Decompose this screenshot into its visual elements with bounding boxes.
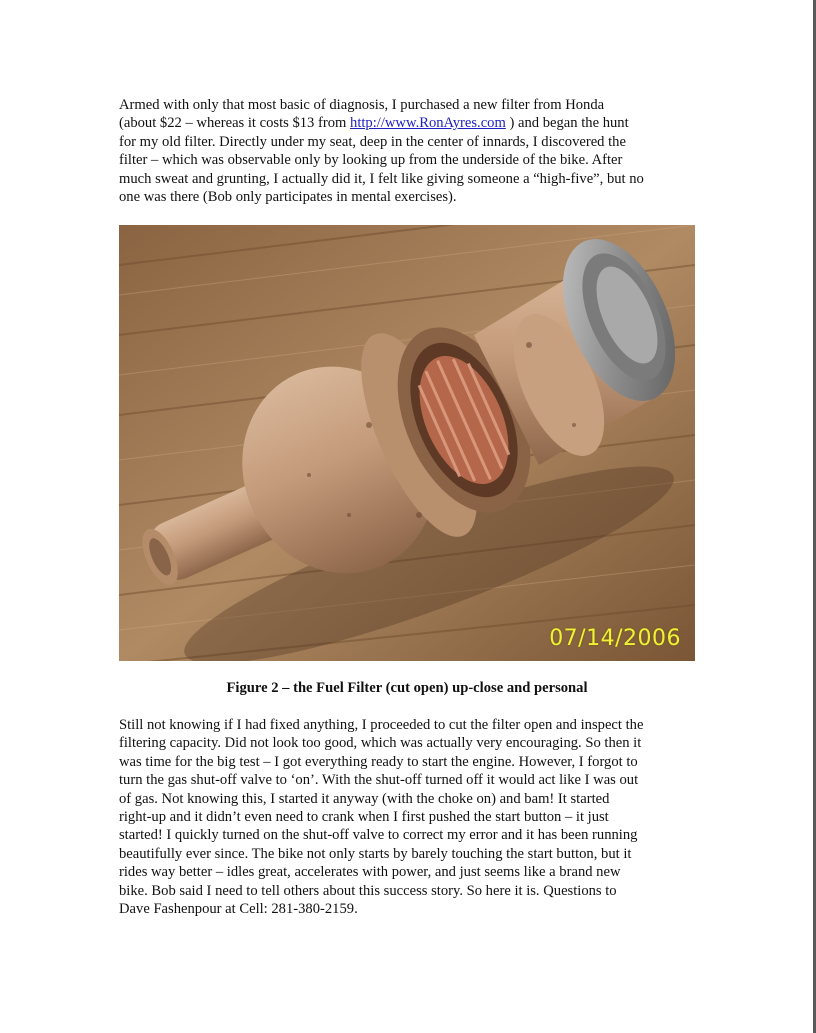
paragraph-line: beautifully ever since. The bike not only starts by barely touching the start button, but it: [119, 845, 632, 862]
paragraph-text: (about $22 – whereas it costs $13 from: [119, 115, 351, 132]
paragraph-line: much sweat and grunting, I actually did it, I felt like giving someone a “high-five”, but no: [119, 170, 644, 187]
paragraph-line: [119, 114, 709, 132]
paragraph-line: Dave Fashenpour at Cell: 281-380-2159.: [119, 901, 358, 918]
paragraph-test-results: [119, 716, 709, 918]
figure-caption: Figure 2 – the Fuel Filter (cut open) up-close and personal: [226, 680, 588, 696]
paragraph-line: filter – which was observable only by looking up from the underside of the bike. After: [119, 152, 623, 169]
ronayres-link[interactable]: http://www.RonAyres.com: [350, 115, 506, 132]
paragraph-line: right-up and it didn’t even need to crank when I first pushed the start button – it just: [119, 809, 609, 826]
fuel-filter-illustration: [119, 225, 695, 661]
paragraph-line: filtering capacity. Did not look too good, which was actually very encouraging. So then it: [119, 735, 642, 752]
paragraph-line: of gas. Not knowing this, I started it anyway (with the choke on) and bam! It started: [119, 790, 610, 807]
paragraph-line: one was there (Bob only participates in mental exercises).: [119, 189, 457, 206]
paragraph-line: turn the gas shut-off valve to ‘on’. With the shut-off turned off it would act like I was out: [119, 772, 639, 789]
paragraph-line: rides way better – idles great, accelerates with power, and just seems like a brand new: [119, 864, 621, 881]
paragraph-line: was time for the big test – I got everything ready to start the engine. However, I forgot to: [119, 753, 638, 770]
paragraph-line: Armed with only that most basic of diagnosis, I purchased a new filter from Honda: [119, 97, 605, 113]
paragraph-line: started! I quickly turned on the shut-off valve to correct my error and it has been running: [119, 827, 638, 844]
paragraph-line: Still not knowing if I had fixed anything, I proceeded to cut the filter open and inspect the: [119, 717, 644, 733]
paragraph-line: bike. Bob said I need to tell others about this success story. So here it is. Questions to: [119, 882, 617, 899]
fuel-filter-photo: [119, 225, 695, 661]
paragraph-text: ) and began the hunt: [505, 115, 629, 132]
paragraph-line: for my old filter. Directly under my seat, deep in the center of innards, I discovered the: [119, 133, 626, 150]
date-stamp: 07/14/2006: [549, 626, 681, 651]
paragraph-diagnosis: [119, 96, 709, 206]
